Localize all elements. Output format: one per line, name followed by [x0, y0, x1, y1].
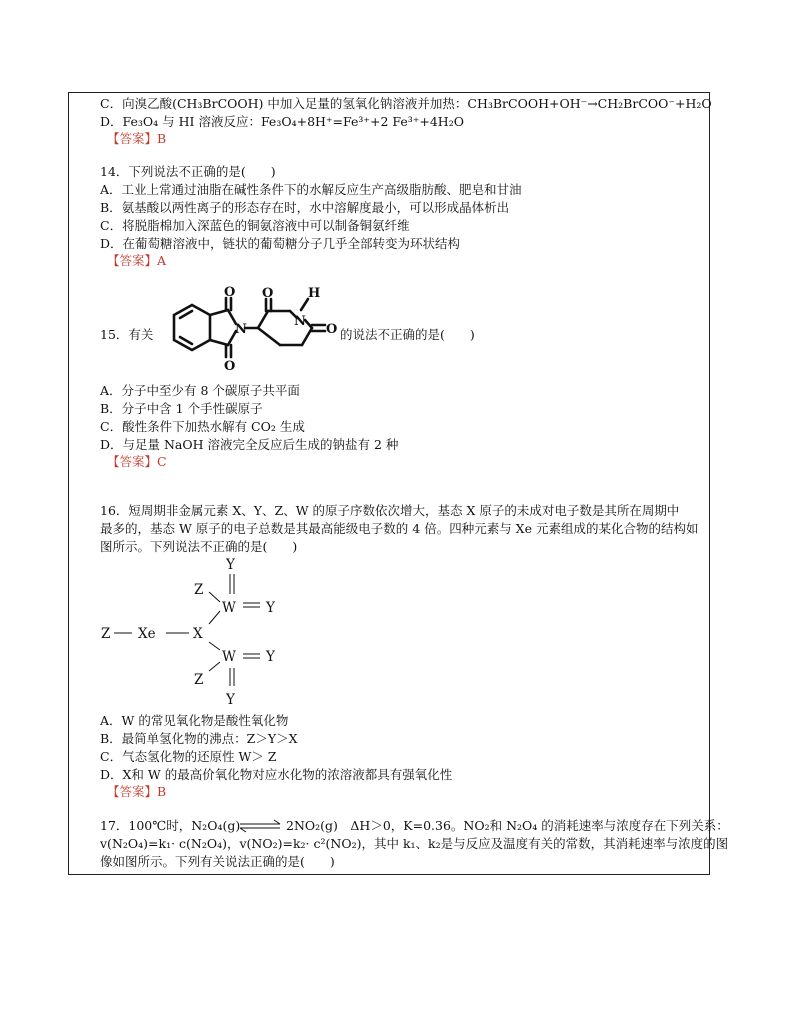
- q15-atom-o: O: [224, 285, 236, 300]
- q15-molecule-structure: [150, 280, 345, 376]
- q16-atom-y: Y: [226, 692, 235, 708]
- q14-option-b: B．氨基酸以两性离子的形态存在时，水中溶解度最小，可以形成晶体析出: [100, 200, 510, 215]
- q16-atom-xe: Xe: [138, 626, 156, 642]
- q14-answer: 【答案】A: [107, 253, 167, 268]
- q15-stem-suffix: 的说法不正确的是( ): [340, 327, 475, 342]
- q13-option-c: C．向溴乙酸(CH₃BrCOOH) 中加入足量的氢氧化钠溶液并加热：CH₃BrCOOH+OH⁻→CH₂BrCOO⁻+H₂O: [100, 96, 712, 111]
- q17-line3: 像如图所示。下列有关说法正确的是( ): [100, 854, 335, 869]
- q16-atom-w: W: [222, 649, 236, 665]
- q15-atom-n: N: [235, 322, 247, 337]
- q16-atom-y: Y: [266, 649, 275, 665]
- q14-option-c: C．将脱脂棉加入深蓝色的铜氨溶液中可以制备铜氨纤维: [100, 218, 410, 233]
- q17-line1-b: 2NO₂(g) ΔH＞0，K=0.36。NO₂和 N₂O₄ 的消耗速率与浓度存在下列关系：: [286, 818, 729, 833]
- q14-option-d: D．在葡萄糖溶液中，链状的葡萄糖分子几乎全部转变为环状结构: [100, 236, 461, 251]
- q17-line1-a: 17．100℃时，N₂O₄(g): [100, 818, 241, 833]
- q15-atom-o: O: [262, 286, 274, 301]
- q16-atom-y: Y: [226, 557, 235, 573]
- q17-line2: v(N₂O₄)=k₁· c(N₂O₄)，v(NO₂)=k₂· c²(NO₂)，其中 k₁、k₂是与反应及温度有关的常数，其消耗速率与浓度的图: [100, 836, 729, 851]
- q16-atom-z: Z: [194, 672, 204, 688]
- q15-option-d: D．与足量 NaOH 溶液完全反应后生成的钠盐有 2 种: [100, 437, 399, 452]
- q13-answer: 【答案】B: [107, 131, 167, 146]
- q16-atom-y: Y: [266, 600, 275, 616]
- q16-option-c: C．气态氢化物的还原性 W＞ Z: [100, 749, 277, 764]
- q16-answer: 【答案】B: [107, 784, 167, 799]
- q16-atom-x: X: [193, 626, 203, 642]
- q15-atom-o: O: [224, 359, 236, 374]
- q16-compound-structure: [96, 556, 296, 714]
- q15-stem-prefix: 15．有关: [100, 327, 154, 342]
- equilibrium-arrow-icon: [238, 819, 282, 833]
- q14-option-a: A．工业上常通过油脂在碱性条件下的水解反应生产高级脂肪酸、肥皂和甘油: [100, 182, 522, 197]
- q16-option-d: D．X和 W 的最高价氧化物对应水化物的浓溶液都具有强氧化性: [100, 767, 453, 782]
- q16-atom-w: W: [222, 600, 236, 616]
- q16-atom-z: Z: [194, 582, 204, 598]
- q16-option-b: B．最简单氢化物的沸点：Z＞Y＞X: [100, 731, 298, 746]
- q13-option-d: D．Fe₃O₄ 与 HI 溶液反应：Fe₃O₄+8H⁺=Fe³⁺+2 Fe³⁺+4H₂O: [100, 114, 464, 129]
- q14-stem: 14．下列说法不正确的是( ): [100, 164, 276, 179]
- q15-atom-n: N: [294, 314, 306, 329]
- q16-option-a: A．W 的常见氧化物是酸性氧化物: [100, 713, 289, 728]
- q16-atom-z: Z: [101, 626, 111, 642]
- q15-answer: 【答案】C: [107, 454, 167, 469]
- q15-atom-o: O: [326, 322, 338, 337]
- q15-atom-h: H: [308, 286, 321, 301]
- q15-option-b: B．分子中含 1 个手性碳原子: [100, 401, 263, 416]
- q15-option-a: A．分子中至少有 8 个碳原子共平面: [100, 383, 300, 398]
- q15-option-c: C．酸性条件下加热水解有 CO₂ 生成: [100, 419, 305, 434]
- q16-stem-line3: 图所示。下列说法不正确的是( ): [100, 539, 298, 554]
- q16-stem-line1: 16．短周期非金属元素 X、Y、Z、W 的原子序数依次增大，基态 X 原子的未成对电子数是其所在周期中: [100, 503, 680, 518]
- q16-stem-line2: 最多的，基态 W 原子的电子总数是其最高能级电子数的 4 倍。四种元素与 Xe 元素组成的某化合物的结构如: [100, 521, 699, 536]
